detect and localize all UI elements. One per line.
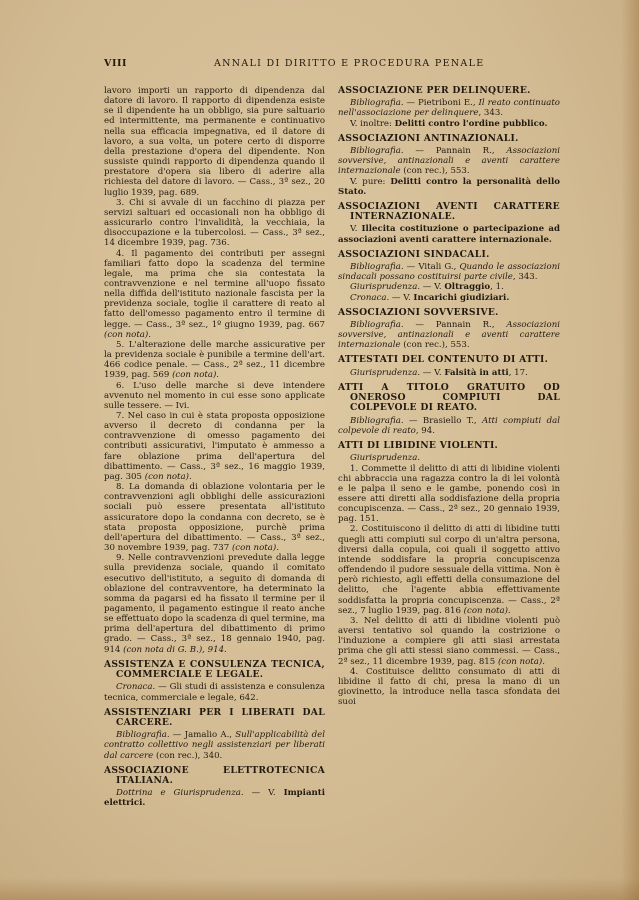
- entry: Dottrina e Giurisprudenza. — V. Impianti elettrici.: [104, 788, 325, 809]
- paragraph: 4. Il pagamento dei contributi per assegni familiari fatto dopo la scadenza del termine legale, ma prima che sia contestata la contravvenzione e nel termine all'uopo fissato nella diffida dell'istituto nazionale fascista per la previdenza sociale, toglie il carattere di reato al fatto dell'omesso pagamento entro il termine di legge. — Cass., 3ª sez., 1º giugno 1939, pag. 667 (con nota).: [104, 248, 325, 340]
- entry: Bibliografia. — Pannain R., Associazioni sovversive, antinazionali e aventi carattere internazionale (con rec.), 553.: [338, 319, 560, 351]
- entry: Bibliografia. — Jamalio A., Sull'applicabilità del contratto collettivo negli assistenziari per liberati dal carcere (con rec.), 340.: [104, 730, 325, 761]
- entry: V. Illecita costituzione o partecipazione ad associazioni aventi carattere internazionale.: [338, 224, 561, 245]
- paragraph: 6. L'uso delle marche si deve intendere avvenuto nel momento in cui esse sono applicate sulle tessere. — Ivi.: [104, 380, 325, 411]
- section-heading: ASSOCIAZIONE PER DELINQUERE.: [338, 85, 531, 96]
- section-heading: ASSISTENZIARI PER I LIBERATI DAL CARCERE.: [104, 706, 325, 728]
- entry: Cronaca. — Gli studi di assistenza e consulenza tecnica, commerciale e legale, 642.: [104, 682, 325, 703]
- page-header: [104, 58, 579, 72]
- page-edge-shadow: [621, 0, 639, 900]
- entry: Cronaca. — V. Incarichi giudiziari.: [350, 292, 510, 303]
- page-number: VIII: [104, 58, 128, 69]
- entry: Bibliografia. — Brasiello T., Atti compiuti dal colpevole di reato, 94.: [338, 415, 560, 436]
- page-edge-shadow-bottom: [0, 878, 639, 900]
- paragraph: 1. Commette il delitto di atti di libidine violenti chi abbraccia una ragazza contro la di lei volontà e le palpa il seno e le gambe, ponendo così in essere atti diretti alla soddisfazione della propria concupiscenza. — Cass., 2ª sez., 20 gennaio 1939, pag. 151.: [338, 463, 560, 525]
- paragraph: 9. Nelle contravvenzioni prevedute dalla legge sulla previdenza sociale, quando il comitato esecutivo dell'istituto, a seguito di domanda di oblazione del contravventore, ha determinato la somma da pagarsi ed ha fissato il termine per il pagamento, il pagamento estingue il reato anche se effettuato dopo la scadenza di quel termine, ma prima dell'apertura del dibattimento di primo grado. — Cass., 3ª sez., 18 gennaio 1940, pag. 914 (con nota di G. B.), 914.: [104, 553, 325, 655]
- paragraph: 7. Nel caso in cui è stata proposta opposizione avverso il decreto di condanna per la contravvenzione di omesso pagamento dei contributi assicurativi, l'imputato è ammesso a fare oblazione prima dell'apertura del dibattimento. — Cass., 3ª sez., 16 maggio 1939, pag. 305 (con nota).: [104, 411, 325, 482]
- section-heading: ASSISTENZA E CONSULENZA TECNICA, COMMERCIALE E LEGALE.: [104, 658, 325, 681]
- section-heading: ASSOCIAZIONI ANTINAZIONALI.: [338, 132, 519, 144]
- paragraph: 3. Nel delitto di atti di libidine violenti può aversi tentativo sol quando la costrizione o l'induzione a compiere gli atti siasi arrestata prima che gli atti stessi siano commessi. — Cass., 2ª sez., 11 dicembre 1939, pag. 815 (con nota).: [338, 615, 560, 667]
- entry: Giurisprudenza. — V. Falsità in atti, 17.: [350, 367, 528, 378]
- paragraph: 3. Chi si avvale di un facchino di piazza per servizi saltuari ed occasionali non ha obbligo di assicurarlo contro l'invalidità, la vecchiaia, la disoccupazione e la tubercolosi. — Cass., 3ª sez., 14 dicembre 1939, pag. 736.: [104, 197, 325, 249]
- entry: Bibliografia. — Pietriboni E., Il reato continuato nell'associazione per delinquere, 343.: [338, 98, 560, 119]
- entry: Giurisprudenza. — V. Oltraggio, 1.: [350, 282, 504, 293]
- entry: Bibliografia. — Pannain R., Associazioni sovversive, antinazionali e aventi carattere internazionale (con rec.), 553.: [338, 146, 560, 177]
- right-column: [338, 86, 560, 707]
- entry-label: Giurisprudenza.: [350, 453, 421, 464]
- paragraph: lavoro importi un rapporto di dipendenza dal datore di lavoro. Il rapporto di dipendenza esiste se il dipendente ha un obbligo, sia pure saltuario ed intermittente, ma permanente e continuativo nella sua efficacia impegnativa, ed il datore di lavoro, a sua volta, un potere certo di disporre della prestazione d'opera del dipendente. Non sussiste quindi rapporto di dipendenza quando il prestatore d'opera sia libero di aderire alla richiesta del datore di lavoro. — Cass., 3ª sez., 20 luglio 1939, pag. 689.: [104, 86, 325, 198]
- section-heading: ASSOCIAZIONI SINDACALI.: [338, 248, 490, 260]
- section-heading: ATTESTATI DEL CONTENUTO DI ATTI.: [338, 354, 549, 366]
- entry: V. pure: Delitti contro la personalità dello Stato.: [338, 176, 561, 197]
- section-heading: ASSOCIAZIONI SOVVERSIVE.: [338, 306, 499, 318]
- paragraph: 5. L'alterazione delle marche assicurative per la previdenza sociale è punibile a termine dell'art. 466 codice penale. — Cass., 2ª sez., 11 dicembre 1939, pag. 569 (con nota).: [104, 339, 325, 381]
- left-column: [104, 86, 325, 809]
- running-title: ANNALI DI DIRITTO E PROCEDURA PENALE: [214, 58, 485, 69]
- paragraph: 4. Costituisce delitto consumato di atti di libidine il fatto di chi, presa la mano di un giovinetto, la introduce nella tasca sfondata dei suoi: [338, 666, 560, 708]
- section-heading: ASSOCIAZIONI AVENTI CARATTERE INTERNAZIONALE.: [338, 200, 560, 223]
- entry: V. inoltre: Delitti contro l'ordine pubblico.: [350, 118, 548, 129]
- section-heading: ATTI A TITOLO GRATUITO OD ONEROSO COMPIUTI DAL COLPEVOLE DI REATO.: [338, 381, 560, 414]
- paragraph: 2. Costituiscono il delitto di atti di libidine tutti quegli atti compiuti sul corpo di un'altra persona, diversi dalla copula, coi quali il soggetto attivo intende soddisfare la propria concupiscenza offendendo il pudore sessuale della vittima. Non è però richiesto, agli effetti della consumazione del delitto, che l'agente abbia effettivamente soddisfatta la propria concupiscenza. — Cass., 2ª sez., 7 luglio 1939, pag. 816 (con nota).: [338, 524, 560, 616]
- entry: Bibliografia. — Vitali G., Quando le associazioni sindacali possano costituirsi parte civile, 343.: [338, 262, 561, 283]
- paragraph: 8. La domanda di oblazione volontaria per le contravvenzioni agli obblighi delle assicurazioni sociali può essere presentata all'istituto assicuratore dopo la condanna con decreto, se è stata proposta opposizione, purchè prima dell'apertura del dibattimento. — Cass., 3ª sez., 30 novembre 1939, pag. 737 (con nota).: [104, 482, 325, 554]
- section-heading: ASSOCIAZIONE ELETTROTECNICA ITALIANA.: [104, 764, 325, 787]
- section-heading: ATTI DI LIBIDINE VIOLENTI.: [338, 440, 499, 452]
